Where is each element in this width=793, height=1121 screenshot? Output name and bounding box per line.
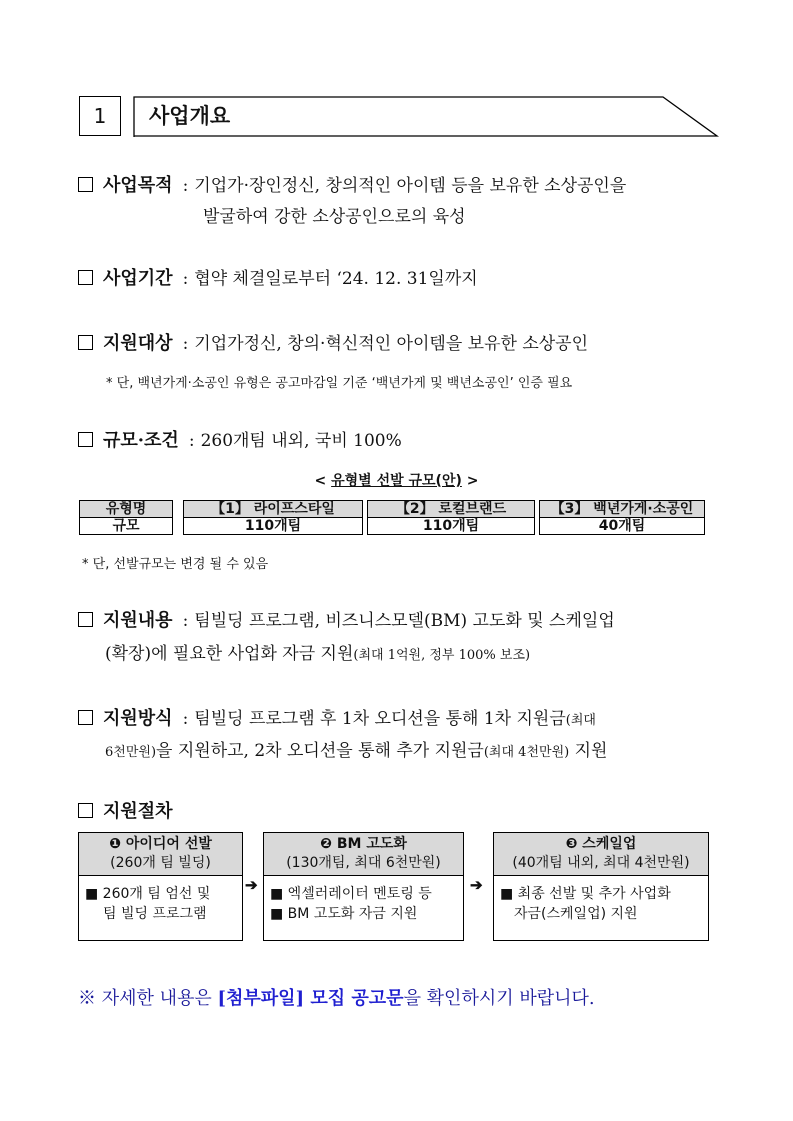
process-step-title: ❶ 아이디어 선발	[109, 836, 212, 852]
table-cell: 40개팀	[540, 518, 705, 535]
checkbox-icon	[78, 803, 93, 818]
table-cell: 110개팀	[368, 518, 535, 535]
purpose-text-cont: 발굴하여 강한 소상공인으로의 육성	[203, 207, 466, 227]
process-step-1: ❶ 아이디어 선발 (260개 팀 빌딩) ■ 260개 팀 엄선 및 팀 빌딩 프로그램	[78, 832, 243, 941]
table-header-row	[80, 501, 705, 518]
checkbox-icon	[78, 612, 93, 627]
table-cell: 110개팀	[184, 518, 363, 535]
selection-scale-table	[79, 500, 705, 535]
method-text: 팀빌딩 프로그램 후 1차 오디션을 통해 1차 지원금	[194, 709, 566, 729]
purpose-label: 사업목적	[103, 175, 173, 196]
process-step-title: ❷ BM 고도화	[320, 836, 407, 852]
arrow-right-icon: ➔	[470, 876, 483, 894]
procedure-label: 지원절차	[103, 801, 173, 822]
section-header	[79, 96, 719, 138]
purpose-item: 사업목적 : 기업가·장인정신, 창의적인 아이템 등을 보유한 소상공인을	[78, 172, 626, 200]
checkbox-icon	[78, 710, 93, 725]
table-header-cell: 【3】 백년가게·소공인	[540, 501, 705, 518]
target-label: 지원대상	[103, 333, 173, 354]
table-header-cell: 【2】 로컬브랜드	[368, 501, 535, 518]
scale-item: 규모·조건 : 260개팀 내외, 국비 100%	[78, 427, 402, 455]
process-step-3: ❸ 스케일업 (40개팀 내외, 최대 4천만원) ■ 최종 선발 및 추가 사업화 자금(스케일업) 지원	[493, 832, 709, 941]
arrow-right-icon: ➔	[245, 876, 258, 894]
section-number: 1	[79, 96, 121, 136]
content-item: 지원내용 : 팀빌딩 프로그램, 비즈니스모델(BM) 고도화 및 스케일업	[78, 607, 615, 635]
footer-notice: ※ 자세한 내용은 [첨부파일] 모집 공고문을 확인하시기 바랍니다.	[78, 988, 595, 1009]
method-item: 지원방식 : 팀빌딩 프로그램 후 1차 오디션을 통해 1차 지원금(최대	[78, 705, 596, 735]
section-title: 사업개요	[149, 104, 231, 128]
purpose-text: 기업가·장인정신, 창의적인 아이템 등을 보유한 소상공인을	[194, 176, 627, 196]
period-item: 사업기간 : 협약 체결일로부터 ‘24. 12. 31일까지	[78, 265, 478, 293]
process-step-sub: (130개팀, 최대 6천만원)	[286, 855, 441, 871]
target-text: 기업가정신, 창의·혁신적인 아이템을 보유한 소상공인	[194, 334, 589, 354]
target-note: * 단, 백년가게·소공인 유형은 공고마감일 기준 ‘백년가게 및 백년소공인’ 인증 필요	[106, 376, 573, 391]
table-title: < 유형별 선발 규모(안) >	[314, 473, 479, 489]
process-step-2: ❷ BM 고도화 (130개팀, 최대 6천만원) ■ 엑셀러레이터 멘토링 등 ■ BM 고도화 자금 지원	[263, 832, 464, 941]
checkbox-icon	[78, 270, 93, 285]
method-text-cont: 6천만원)을 지원하고, 2차 오디션을 통해 추가 지원금(최대 4천만원) 지원	[105, 741, 608, 761]
table-header-cell: 유형명	[80, 501, 173, 518]
content-text: 팀빌딩 프로그램, 비즈니스모델(BM) 고도화 및 스케일업	[194, 611, 615, 631]
checkbox-icon	[78, 335, 93, 350]
period-text: 협약 체결일로부터 ‘24. 12. 31일까지	[194, 269, 478, 289]
checkbox-icon	[78, 432, 93, 447]
scale-label: 규모·조건	[103, 430, 179, 451]
attachment-link-text: [첨부파일] 모집 공고문	[217, 988, 404, 1009]
method-label: 지원방식	[103, 708, 173, 729]
period-label: 사업기간	[103, 268, 173, 289]
process-step-title: ❸ 스케일업	[565, 836, 637, 852]
procedure-item	[78, 798, 173, 826]
checkbox-icon	[78, 177, 93, 192]
target-item: 지원대상 : 기업가정신, 창의·혁신적인 아이템을 보유한 소상공인	[78, 330, 588, 358]
table-note: * 단, 선발규모는 변경 될 수 있음	[82, 557, 269, 572]
process-step-sub: (40개팀 내외, 최대 4천만원)	[512, 855, 690, 871]
table-cell: 규모	[80, 518, 173, 535]
table-header-cell: 【1】 라이프스타일	[184, 501, 363, 518]
content-label: 지원내용	[103, 610, 173, 631]
content-text-cont: (확장)에 필요한 사업화 자금 지원(최대 1억원, 정부 100% 보조)	[105, 644, 531, 664]
scale-text: 260개팀 내외, 국비 100%	[200, 431, 402, 451]
table-row	[80, 518, 705, 535]
process-step-sub: (260개 팀 빌딩)	[110, 855, 211, 871]
